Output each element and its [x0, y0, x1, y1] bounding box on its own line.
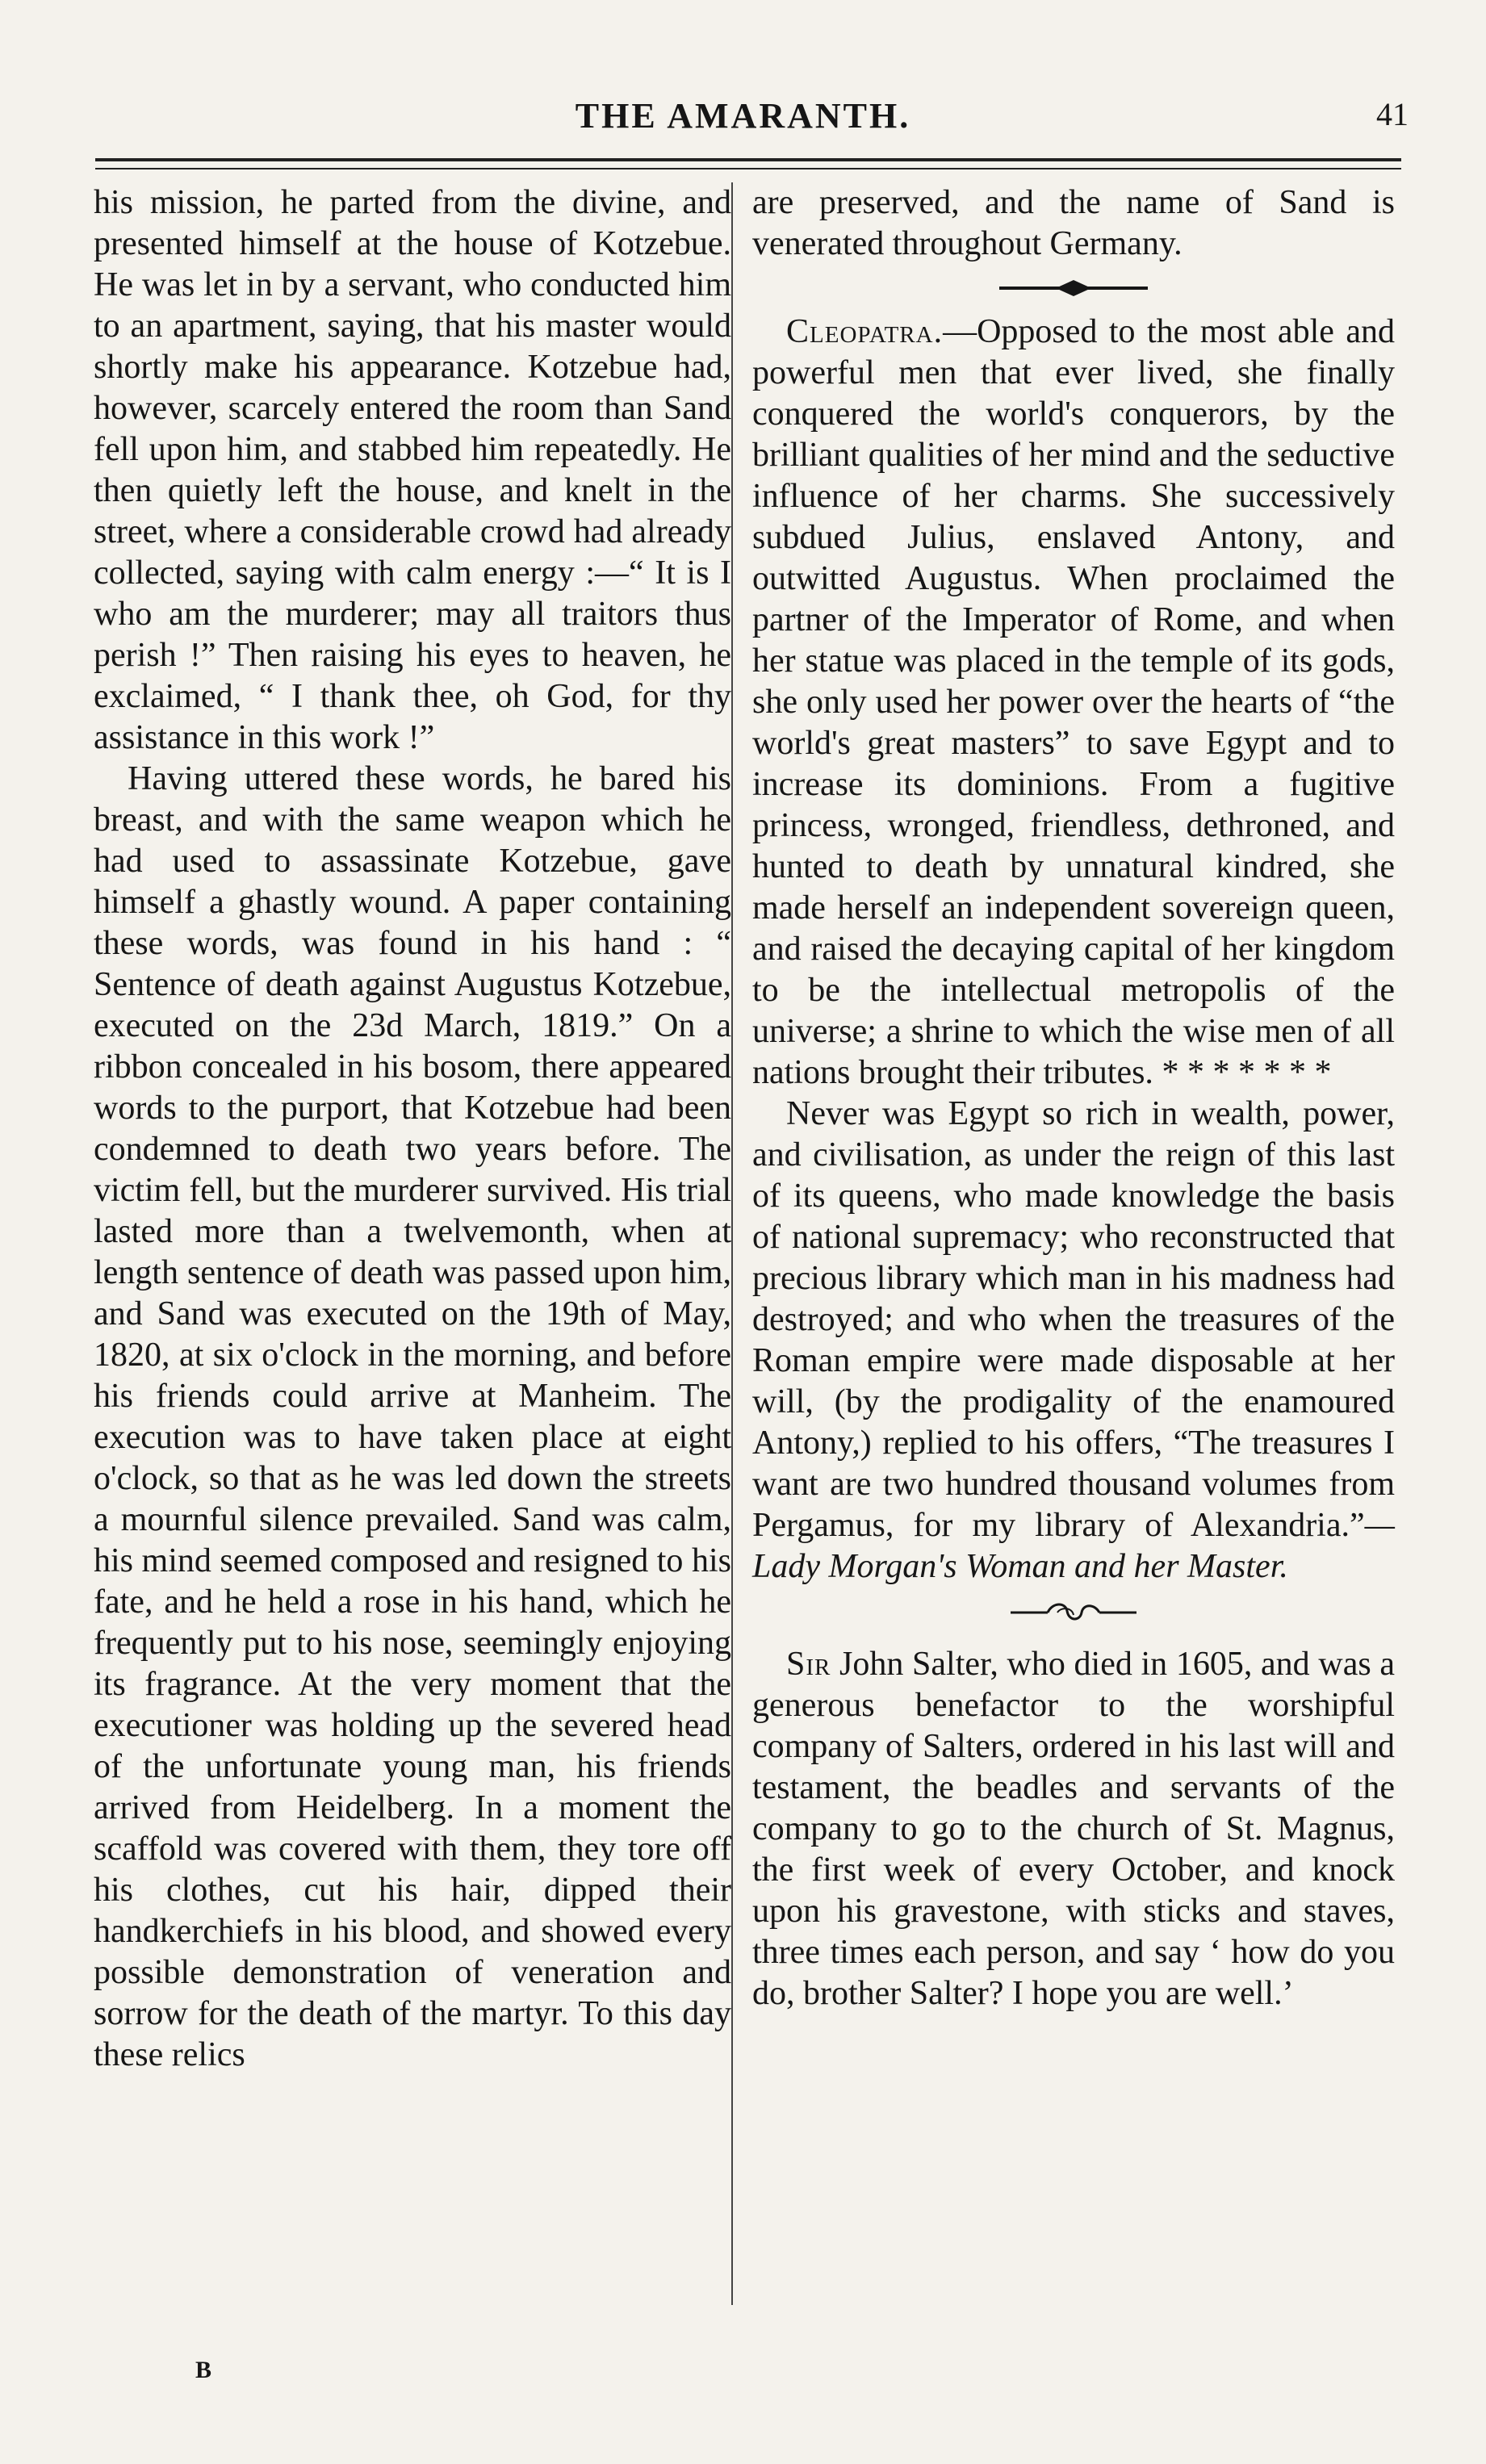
salter-text: John Salter, who died in 1605, and was a generous benefactor to the worshipful company of Salters, ordered in his last will and testament, the beadles and servants of the company to go to the church of St. Magnus, the first week of every October, and knock upon his gravestone, with sticks and staves, three times each person, and say ‘ how do you do, brother Salter? I hope you are well.’	[752, 1646, 1395, 2012]
cleopatra-heading: Cleopatra.	[786, 313, 944, 350]
running-head	[0, 95, 1486, 152]
cleopatra-attribution: —Lady Morgan's Woman and her Master.	[752, 1507, 1395, 1585]
salter-paragraph	[752, 1644, 1395, 2014]
column-divider	[731, 182, 733, 2305]
running-title: THE AMARANTH.	[575, 96, 911, 136]
left-paragraph-2: Having uttered these words, he bared his breast, and with the same weapon which he had used to assassinate Kotzebue, gave himself a ghastly wound. A paper containing these words, was found in his hand : “ Sentence of death against Augustus Kotzebue, executed on the 23d March, 1819.” On a ribbon concealed in his bosom, there appeared words to the purport, that Kotzebue had been condemned to death two years before. The victim fell, but the murderer survived. His trial lasted more than a twelvemonth, when at length sentence of death was passed upon him, and Sand was executed on the 19th of May, 1820, at six o'clock in the morning, and before his friends could arrive at Manheim. The execution was to have taken place at eight o'clock, so that as he was led down the streets a mournful silence prevailed. Sand was calm, his mind seemed composed and resigned to his fate, and he held a rose in his hand, which he frequently put to his nose, seemingly enjoying its fragrance. At the very moment that the executioner was holding up the severed head of the unfortunate young man, his friends arrived from Heidelberg. In a moment the scaffold was covered with them, they tore off his clothes, cut his hair, dipped their handkerchiefs in his blood, and showed every possible demonstration of veneration and sorrow for the death of the martyr. To this day these relics	[94, 760, 731, 2073]
left-paragraph-1: his mission, he parted from the divine, and presented himself at the house of Kotzebue. He was let in by a servant, who conducted him to an apartment, saying, that his master would shortly make his appearance. Kotzebue had, however, scarcely entered the room than Sand fell upon him, and stabbed him repeatedly. He then quietly left the house, and knelt in the street, where a considerable crowd had already collected, saying with calm energy :—“ It is I who am the murderer; may all traitors thus perish !” Then raising his eyes to heaven, he exclaimed, “ I thank thee, oh God, for thy assistance in this work !”	[94, 184, 731, 756]
salter-heading: Sir	[786, 1646, 831, 1683]
diamond-rule-ornament-icon	[993, 279, 1154, 297]
cleopatra-text-2: Never was Egypt so rich in wealth, power, and civilisation, as under the reign of this last of its queens, who made knowledge the basis of national supremacy; who reconstructed that precious library which man in his madness had destroyed; and who when the treasures of the Roman empire were made disposable at her will, (by the prodigality of the enamoured Antony,) replied to his offers, “The treasures I want are two hundred thousand volumes from Pergamus, for my library of Alexandria.”	[752, 1095, 1395, 1544]
signature-mark: B	[195, 2357, 212, 2383]
asterisk-break: * * * * * * *	[1162, 1054, 1332, 1091]
right-paragraph-continuation: are preserved, and the name of Sand is venerated throughout Germany.	[752, 184, 1395, 262]
cleopatra-text-1: —Opposed to the most able and powerful men that ever lived, she finally conquered the world's conquerors, by the brilliant qualities of her mind and the seductive influence of her charms. She successively subdued Julius, enslaved Antony, and outwitted Augustus. When proclaimed the partner of the Imperator of Rome, and when her statue was placed in the temple of its gods, she only used her power over the hearts of “the world's great masters” to save Egypt and to increase its dominions. From a fugitive princess, wronged, friendless, dethroned, and hunted to death by unnatural kindred, she made herself an independent sovereign queen, and raised the decaying capital of her kingdom to be the intellectual metropolis of the universe; a shrine to which the wise men of all nations brought their tributes.	[752, 313, 1395, 1091]
page-number: 41	[1376, 96, 1409, 132]
cleopatra-paragraph-2	[752, 1094, 1395, 1588]
header-rule-thick	[95, 158, 1401, 161]
scroll-ornament-icon	[1001, 1599, 1146, 1626]
left-column	[94, 182, 731, 2076]
header-rule-thin	[95, 168, 1401, 169]
right-column	[752, 182, 1395, 2014]
cleopatra-paragraph-1	[752, 312, 1395, 1094]
